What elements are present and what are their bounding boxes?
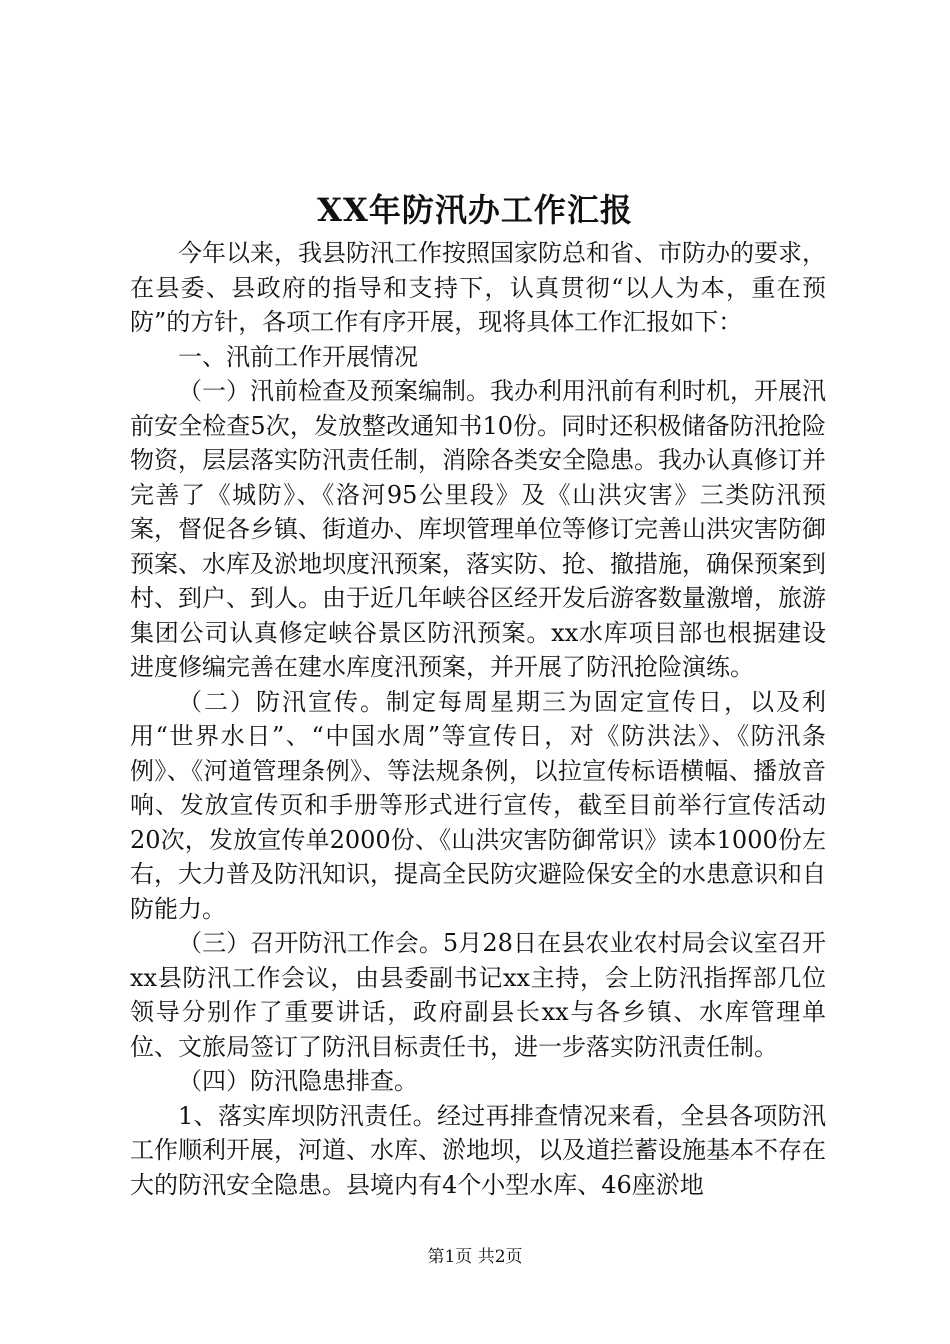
section-heading: 一、汛前工作开展情况 xyxy=(178,342,418,371)
paragraph-publicity: （二）防汛宣传。制定每周星期三为固定宣传日，以及利用“世界水日”、“中国水周”等宣传日，对《防洪法》、《防汛条例》、《河道管理条例》、等法规条例，以拉宣传标语横幅、播放音响、发放宣传页和手册等形式进行宣传，截至目前举行宣传活动20次，发放宣传单2000份、《山洪灾害防御常识》读本1000份左右，大力普及防汛知识，提高全民防灾避险保安全的水患意识和自防能力。 xyxy=(130,687,826,923)
paragraph-hazard-check: （四）防汛隐患排查。 xyxy=(178,1067,418,1095)
paragraph-inspection-plans: （一）汛前检查及预案编制。我办利用汛前有利时机，开展汛前安全检查5次，发放整改通知书10份。同时还积极储备防汛抢险物资，层层落实防汛责任制，消除各类安全隐患。我办认真修订并完善了《城防》、《洛河95公里段》及《山洪灾害》三类防汛预案，督促各乡镇、街道办、库坝管理单位等修订完善山洪灾害防御预案、水库及淤地坝度汛预案，落实防、抢、撤措施，确保预案到村、到户、到人。由于近几年峡谷区经开发后游客数量激增，旅游集团公司认真修定峡谷景区防汛预案。xx水库项目部也根据建设进度修编完善在建水库度汛预案，并开展了防汛抢险演练。 xyxy=(130,377,826,681)
document-body xyxy=(130,236,826,1202)
paragraph-responsibility: 1、落实库坝防汛责任。经过再排查情况来看，全县各项防汛工作顺利开展，河道、水库、淤地坝，以及道拦蓄设施基本不存在大的防汛安全隐患。县境内有4个小型水库、46座淤地 xyxy=(130,1101,826,1199)
document-title: XX年防汛办工作汇报 xyxy=(317,191,633,229)
page-footer: 第1页 共2页 xyxy=(427,1247,523,1267)
paragraph-meeting: （三）召开防汛工作会。5月28日在县农业农村局会议室召开xx县防汛工作会议，由县委副书记xx主持，会上防汛指挥部几位领导分别作了重要讲话，政府副县长xx与各乡镇、水库管理单位、文旅局签订了防汛目标责任书，进一步落实防汛责任制。 xyxy=(130,929,826,1061)
paragraph-intro: 今年以来，我县防汛工作按照国家防总和省、市防办的要求，在县委、县政府的指导和支持下，认真贯彻“以人为本，重在预防”的方针，各项工作有序开展，现将具体工作汇报如下： xyxy=(130,239,826,336)
